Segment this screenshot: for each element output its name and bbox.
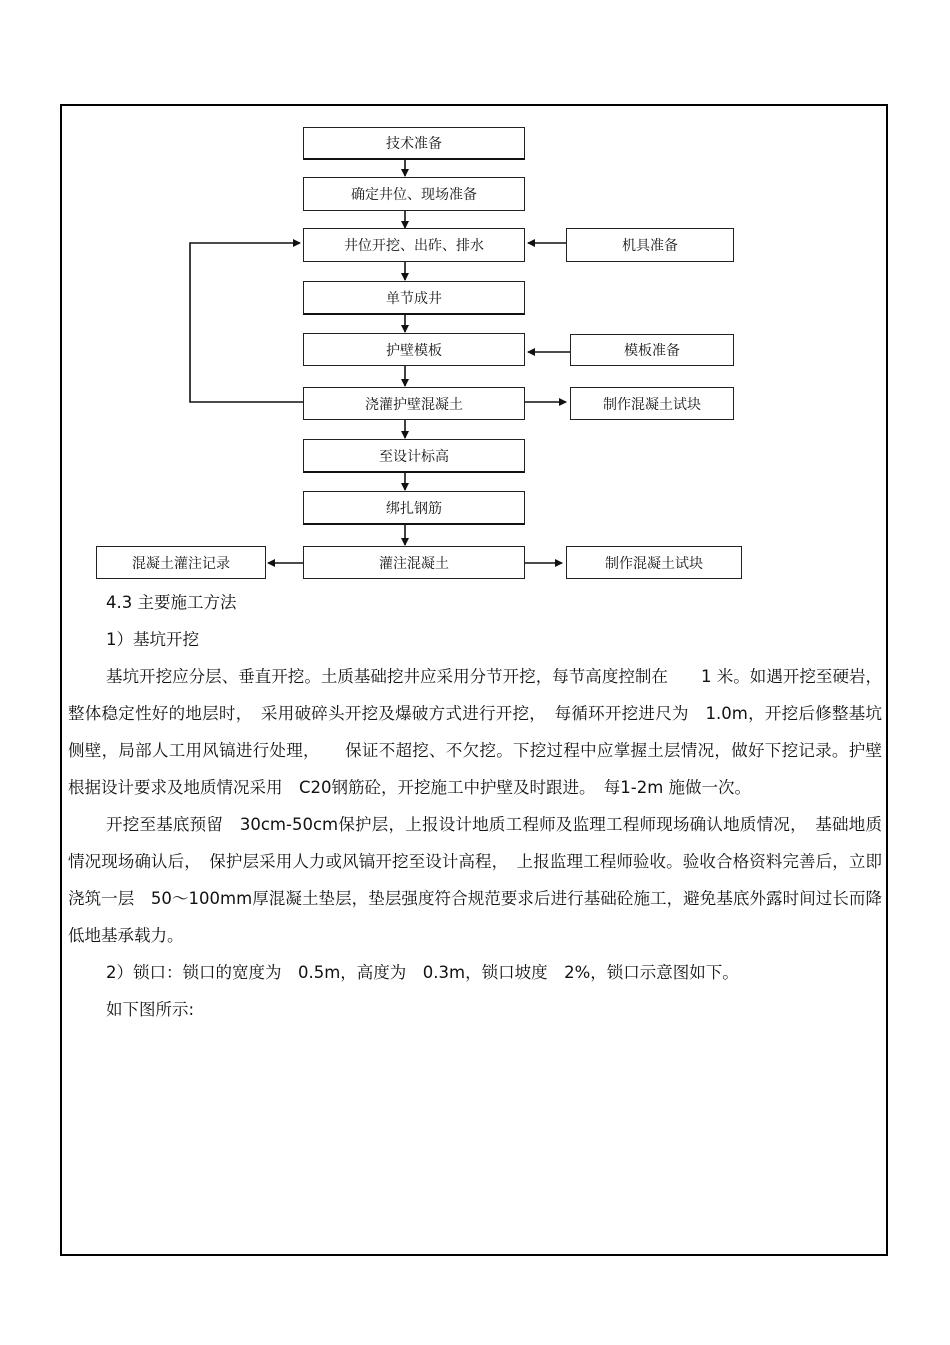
sub-heading-excavation: 1）基坑开挖 (106, 630, 199, 649)
step-single-section: 单节成井 (303, 281, 525, 315)
body-text (68, 584, 882, 1028)
paragraph-base: 开挖至基底预留 30cm-50cm保护层，上报设计地质工程师及监理工程师现场确认地质情况， 基础地质情况现场确认后， 保护层采用人力或风镐开挖至设计高程， 上报监理工程师验收。验收合格资料完善后，立即浇筑一层 50～100mm厚混凝土垫层，垫层强度符合规范要求后进行基础砼施工，避免基底外露时间过长而降低地基承载力。 (68, 815, 882, 945)
figure-intro: 如下图所示: (106, 1000, 195, 1019)
section-heading: 4.3 主要施工方法 (106, 593, 237, 612)
input-formwork-prep: 模板准备 (570, 334, 734, 366)
step-formwork: 护壁模板 (303, 333, 525, 366)
paragraph-lock-collar: 2）锁口：锁口的宽度为 0.5m，高度为 0.3m，锁口坡度 2%，锁口示意图如下。 (106, 963, 739, 982)
paragraph-excavation: 基坑开挖应分层、垂直开挖。土质基础挖井应采用分节开挖，每节高度控制在 1 米。如遇开挖至硬岩，整体稳定性好的地层时， 采用破碎头开挖及爆破方式进行开挖， 每循环开挖进尺为 1.0m，开挖后修整基坑侧壁，局部人工用风镐进行处理， 保证不超挖、不欠挖。下挖过程中应掌握土层情况，做好下挖记录。护壁根据设计要求及地质情况采用 C20钢筋砼，开挖施工中护壁及时跟进。 每1-2m 施做一次。 (68, 667, 882, 797)
step-site-prep: 确定井位、现场准备 (303, 177, 525, 211)
step-pour-concrete: 灌注混凝土 (303, 546, 525, 579)
step-rebar: 绑扎钢筋 (303, 491, 525, 525)
input-tool-prep: 机具准备 (566, 228, 734, 262)
output-test-block-1: 制作混凝土试块 (570, 387, 734, 420)
step-pour-wall: 浇灌护壁混凝土 (303, 387, 525, 420)
output-pour-record: 混凝土灌注记录 (96, 546, 266, 579)
loop-back-line (190, 243, 303, 402)
step-design-elevation: 至设计标高 (303, 439, 525, 473)
step-excavation: 井位开挖、出砟、排水 (303, 228, 525, 262)
output-test-block-2: 制作混凝土试块 (566, 546, 742, 579)
step-tech-prep: 技术准备 (303, 127, 525, 160)
